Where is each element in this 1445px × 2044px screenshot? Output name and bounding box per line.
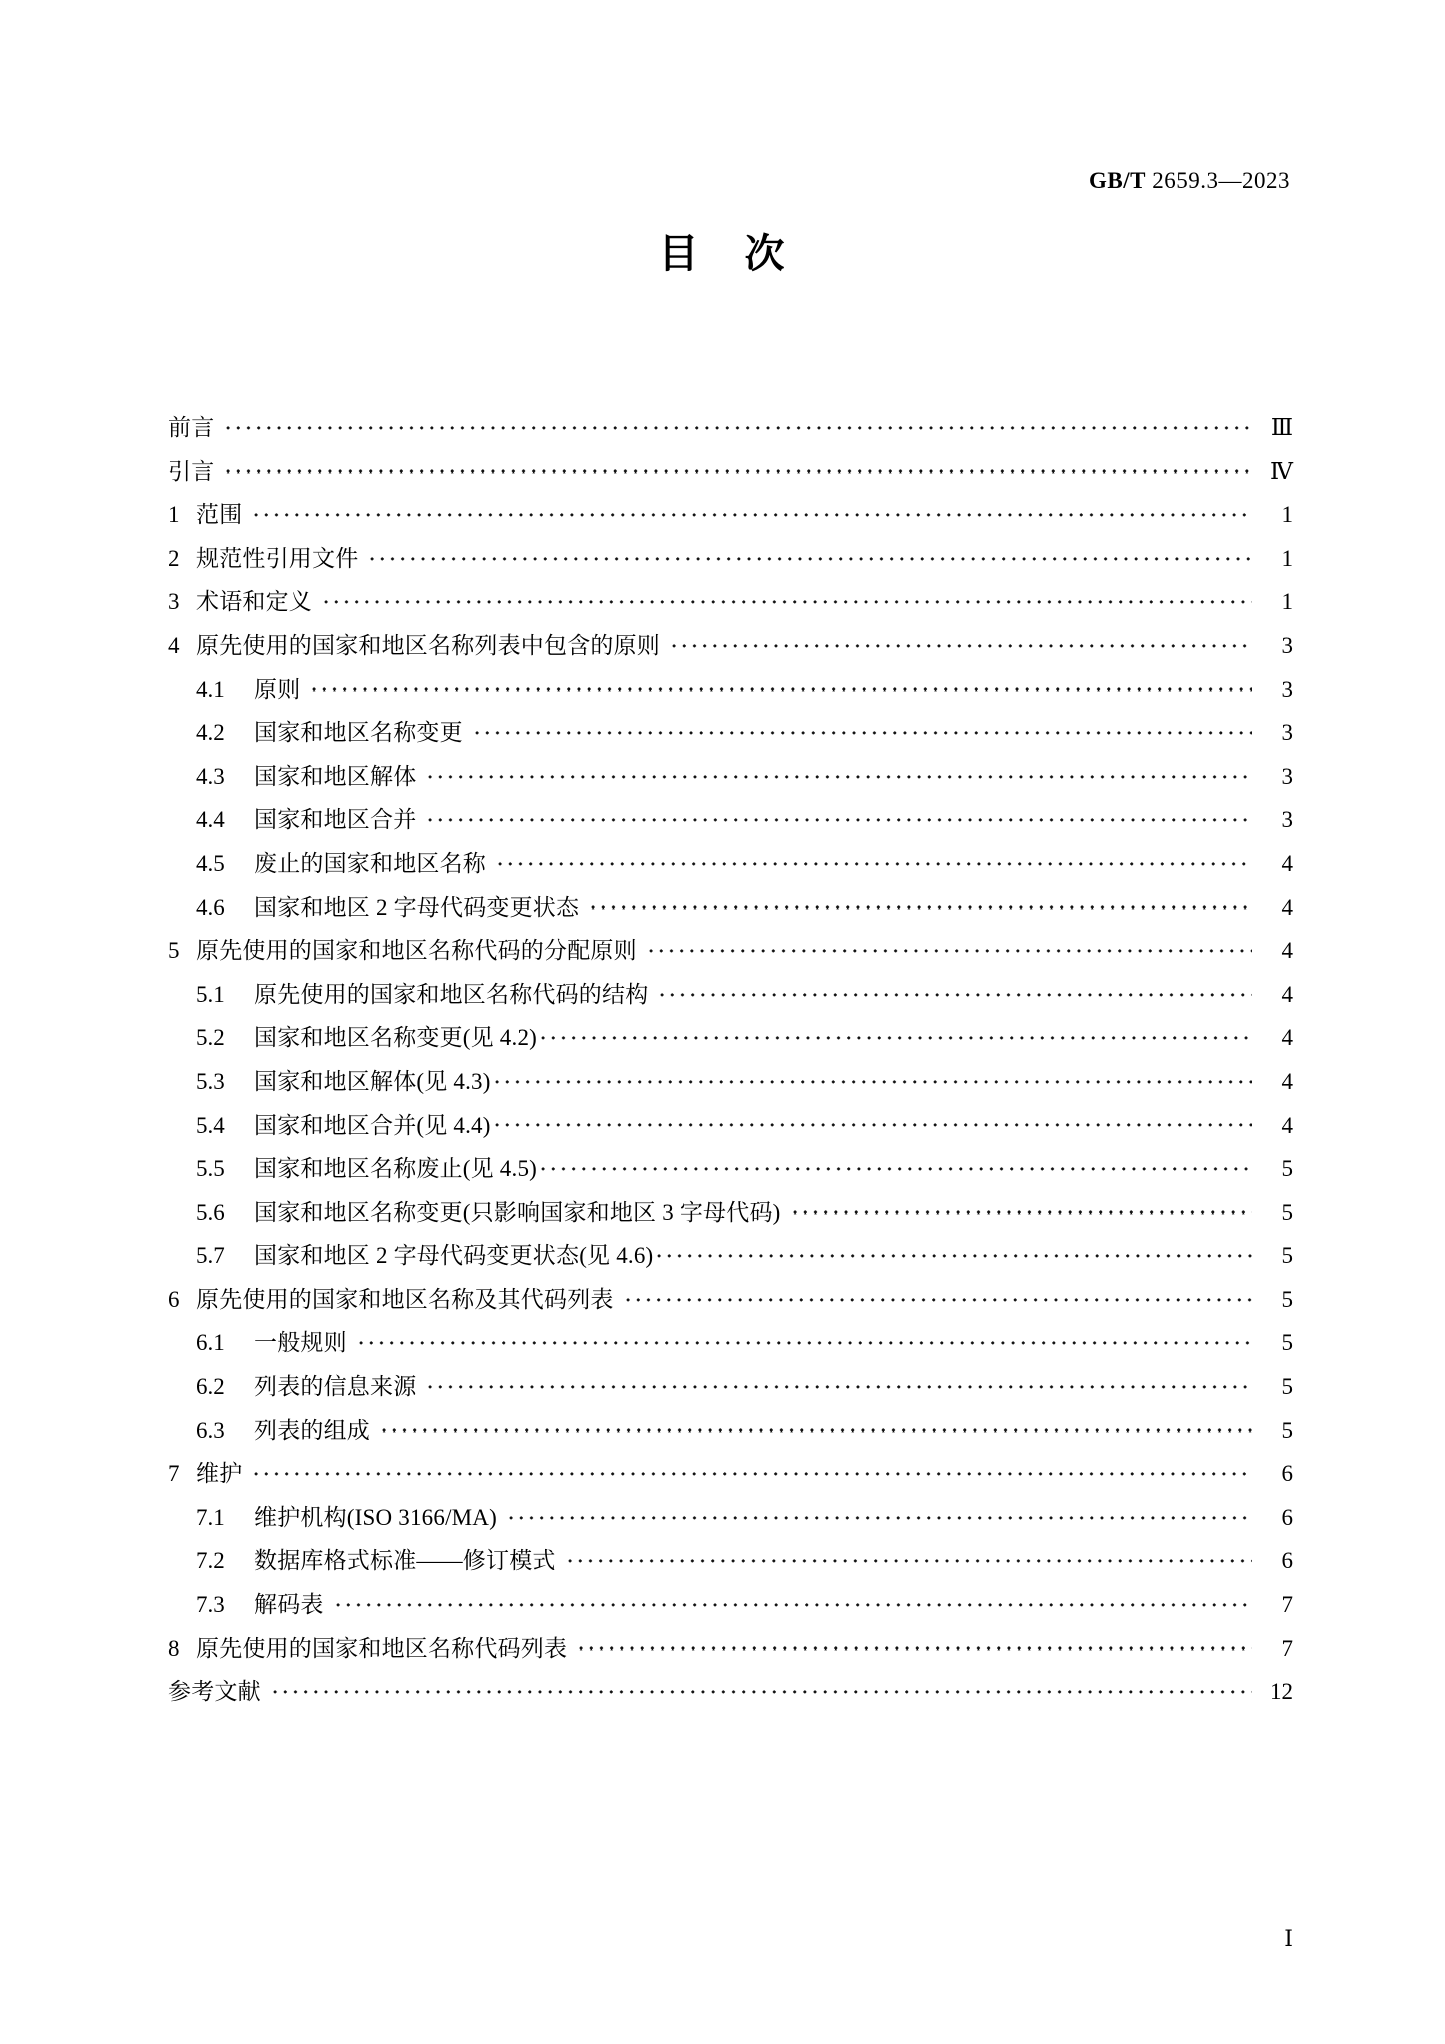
toc-leader-dots [669,634,1252,657]
toc-leader-dots [251,503,1252,526]
toc-entry-label: 国家和地区 2 字母代码变更状态 [254,894,580,920]
toc-entry-number: 5 [168,938,180,964]
toc-entry[interactable] [168,1234,1293,1278]
toc-entry-page-number: 3 [1281,632,1293,658]
toc-entry-number: 4.1 [196,676,225,702]
toc-entry-number: 5.7 [196,1243,225,1269]
toc-entry[interactable] [168,1583,1293,1627]
toc-entry-label: 国家和地区合并(见 4.4) [254,1112,491,1138]
toc-entry-page-number: 7 [1281,1592,1293,1618]
toc-entry-page-number: 4 [1281,850,1293,876]
toc-entry-number: 4.2 [196,720,225,746]
toc-leader-dots [333,1593,1252,1616]
toc-entry-label: 解码表 [254,1592,324,1618]
toc-leader-dots [495,852,1252,875]
toc-entry-label: 维护 [196,1461,243,1487]
toc-entry[interactable] [168,886,1293,930]
toc-entry[interactable] [168,1409,1293,1453]
toc-entry-page-number: Ⅲ [1270,415,1293,440]
toc-entry-number: 5.5 [196,1156,225,1182]
toc-entry[interactable] [168,624,1293,668]
toc-leader-dots [492,1114,1252,1137]
toc-entry[interactable] [168,755,1293,799]
toc-leader-dots [623,1288,1252,1311]
toc-entry-page-number: 5 [1281,1243,1293,1269]
toc-entry-label: 原先使用的国家和地区名称列表中包含的原则 [196,632,660,658]
toc-entry-label: 国家和地区解体 [254,763,417,789]
toc-leader-dots [472,721,1252,744]
toc-entry-number: 7.3 [196,1592,225,1618]
standard-number: 2659.3—2023 [1152,168,1290,193]
toc-entry-label: 前言 [168,415,215,440]
toc-leader-dots [309,678,1252,701]
toc-leader-dots [425,765,1252,788]
toc-entry[interactable] [168,1627,1293,1671]
toc-leader-dots [576,1637,1252,1660]
page-footer [160,1926,1293,1952]
toc-leader-dots [425,1375,1252,1398]
toc-entry-label: 一般规则 [254,1330,347,1356]
toc-entry-page-number: 12 [1270,1679,1293,1705]
toc-leader-dots [565,1550,1252,1573]
toc-entry-label: 数据库格式标准——修订模式 [254,1548,556,1574]
toc-entry-number: 4.6 [196,894,225,920]
toc-leader-dots [223,416,1252,439]
toc-entry-number: 7 [168,1461,180,1487]
running-header [160,168,1290,194]
toc-entry-label: 列表的信息来源 [254,1374,417,1400]
toc-entry-number: 1 [168,502,180,528]
toc-leader-dots [506,1506,1252,1529]
toc-entry-label: 规范性引用文件 [196,545,359,571]
toc-entry-number: 2 [168,545,180,571]
toc-leader-dots [356,1332,1252,1355]
toc-entry[interactable] [168,798,1293,842]
toc-entry-label: 列表的组成 [254,1417,370,1443]
toc-entry[interactable] [168,493,1293,537]
toc-entry-page-number: 4 [1281,894,1293,920]
toc-leader-dots [425,809,1252,832]
toc-entry-page-number: 4 [1281,1025,1293,1051]
page-title [0,222,1445,279]
toc-leader-dots [379,1419,1252,1442]
toc-entry[interactable] [168,1496,1293,1540]
toc-entry[interactable] [168,450,1293,494]
toc-entry-page-number: 7 [1281,1635,1293,1661]
toc-leader-dots [538,1027,1252,1050]
toc-entry-label: 维护机构(ISO 3166/MA) [254,1504,497,1530]
toc-entry[interactable] [168,1365,1293,1409]
toc-entry-number: 6.1 [196,1330,225,1356]
toc-entry[interactable] [168,1670,1293,1714]
toc-entry[interactable] [168,537,1293,581]
toc-entry[interactable] [168,1104,1293,1148]
toc-leader-dots [492,1070,1252,1093]
toc-entry-number: 8 [168,1635,180,1661]
toc-entry-number: 3 [168,589,180,615]
toc-entry-label: 废止的国家和地区名称 [254,850,486,876]
toc-entry-number: 5.4 [196,1112,225,1138]
toc-entry-page-number: 6 [1281,1548,1293,1574]
toc-entry[interactable] [168,1539,1293,1583]
toc-leader-dots [251,1463,1252,1486]
title-char-1: 目 [658,231,701,276]
table-of-contents [168,406,1293,1714]
toc-entry[interactable] [168,1060,1293,1104]
toc-entry-number: 4.4 [196,807,225,833]
toc-entry-label: 国家和地区名称变更(只影响国家和地区 3 字母代码) [254,1199,781,1225]
standard-prefix: GB/T [1089,168,1146,193]
toc-entry-page-number: 5 [1281,1156,1293,1182]
toc-entry[interactable] [168,1321,1293,1365]
toc-entry-label: 原先使用的国家和地区名称及其代码列表 [196,1286,614,1312]
toc-entry[interactable] [168,406,1293,450]
toc-entry-number: 6 [168,1286,180,1312]
toc-entry[interactable] [168,842,1293,886]
toc-entry-page-number: 3 [1281,676,1293,702]
toc-entry-page-number: 4 [1281,938,1293,964]
toc-entry[interactable] [168,929,1293,973]
toc-entry-number: 5.3 [196,1068,225,1094]
toc-entry-page-number: Ⅳ [1270,458,1293,484]
toc-leader-dots [588,896,1252,919]
toc-entry-page-number: 3 [1281,720,1293,746]
toc-entry-page-number: 5 [1281,1374,1293,1400]
toc-entry-page-number: 3 [1281,807,1293,833]
toc-entry-page-number: 1 [1281,589,1293,615]
toc-entry-number: 5.2 [196,1025,225,1051]
toc-entry-page-number: 6 [1281,1504,1293,1530]
toc-entry-page-number: 4 [1281,981,1293,1007]
toc-entry[interactable] [168,973,1293,1017]
toc-entry[interactable] [168,1147,1293,1191]
toc-entry-label: 原先使用的国家和地区名称代码的结构 [254,981,649,1007]
toc-entry-number: 4 [168,632,180,658]
toc-entry-label: 原先使用的国家和地区名称代码的分配原则 [196,938,637,964]
toc-leader-dots [646,939,1252,962]
toc-entry-label: 原则 [254,676,301,702]
toc-entry-page-number: 5 [1281,1199,1293,1225]
toc-entry-page-number: 4 [1281,1068,1293,1094]
toc-entry-page-number: 5 [1281,1286,1293,1312]
toc-entry-page-number: 5 [1281,1330,1293,1356]
toc-entry-number: 5.1 [196,981,225,1007]
toc-entry-number: 4.5 [196,850,225,876]
toc-entry-number: 6.2 [196,1374,225,1400]
toc-entry-number: 7.2 [196,1548,225,1574]
toc-entry[interactable] [168,1016,1293,1060]
toc-entry-label: 参考文献 [168,1679,261,1705]
toc-leader-dots [657,983,1252,1006]
toc-entry-page-number: 3 [1281,763,1293,789]
toc-entry-number: 6.3 [196,1417,225,1443]
toc-entry-number: 4.3 [196,763,225,789]
toc-entry-label: 国家和地区名称变更 [254,720,463,746]
toc-entry-label: 术语和定义 [196,589,312,615]
toc-entry[interactable] [168,1191,1293,1235]
toc-leader-dots [538,1157,1252,1180]
toc-entry-number: 7.1 [196,1504,225,1530]
toc-leader-dots [223,460,1252,483]
footer-page-number: Ⅰ [1284,1926,1293,1951]
toc-entry-label: 范围 [196,502,243,528]
toc-entry-page-number: 1 [1281,502,1293,528]
title-char-2: 次 [744,231,787,276]
toc-leader-dots [321,591,1252,614]
toc-entry[interactable] [168,1452,1293,1496]
toc-entry-page-number: 4 [1281,1112,1293,1138]
toc-entry-label: 原先使用的国家和地区名称代码列表 [196,1635,568,1661]
toc-leader-dots [790,1201,1252,1224]
toc-entry-label: 国家和地区解体(见 4.3) [254,1068,491,1094]
toc-entry-page-number: 1 [1281,545,1293,571]
toc-leader-dots [270,1681,1252,1704]
toc-entry-label: 国家和地区合并 [254,807,417,833]
toc-entry-page-number: 5 [1281,1417,1293,1443]
toc-entry[interactable] [168,580,1293,624]
toc-entry[interactable] [168,668,1293,712]
toc-leader-dots [654,1245,1252,1268]
toc-entry-page-number: 6 [1281,1461,1293,1487]
toc-entry[interactable] [168,1278,1293,1322]
toc-entry-label: 国家和地区名称废止(见 4.5) [254,1156,538,1182]
toc-entry-label: 国家和地区 2 字母代码变更状态(见 4.6) [254,1243,654,1269]
toc-leader-dots [367,547,1252,570]
toc-entry-number: 5.6 [196,1199,225,1225]
toc-entry[interactable] [168,711,1293,755]
toc-entry-label: 国家和地区名称变更(见 4.2) [254,1025,538,1051]
toc-entry-label: 引言 [168,458,215,484]
